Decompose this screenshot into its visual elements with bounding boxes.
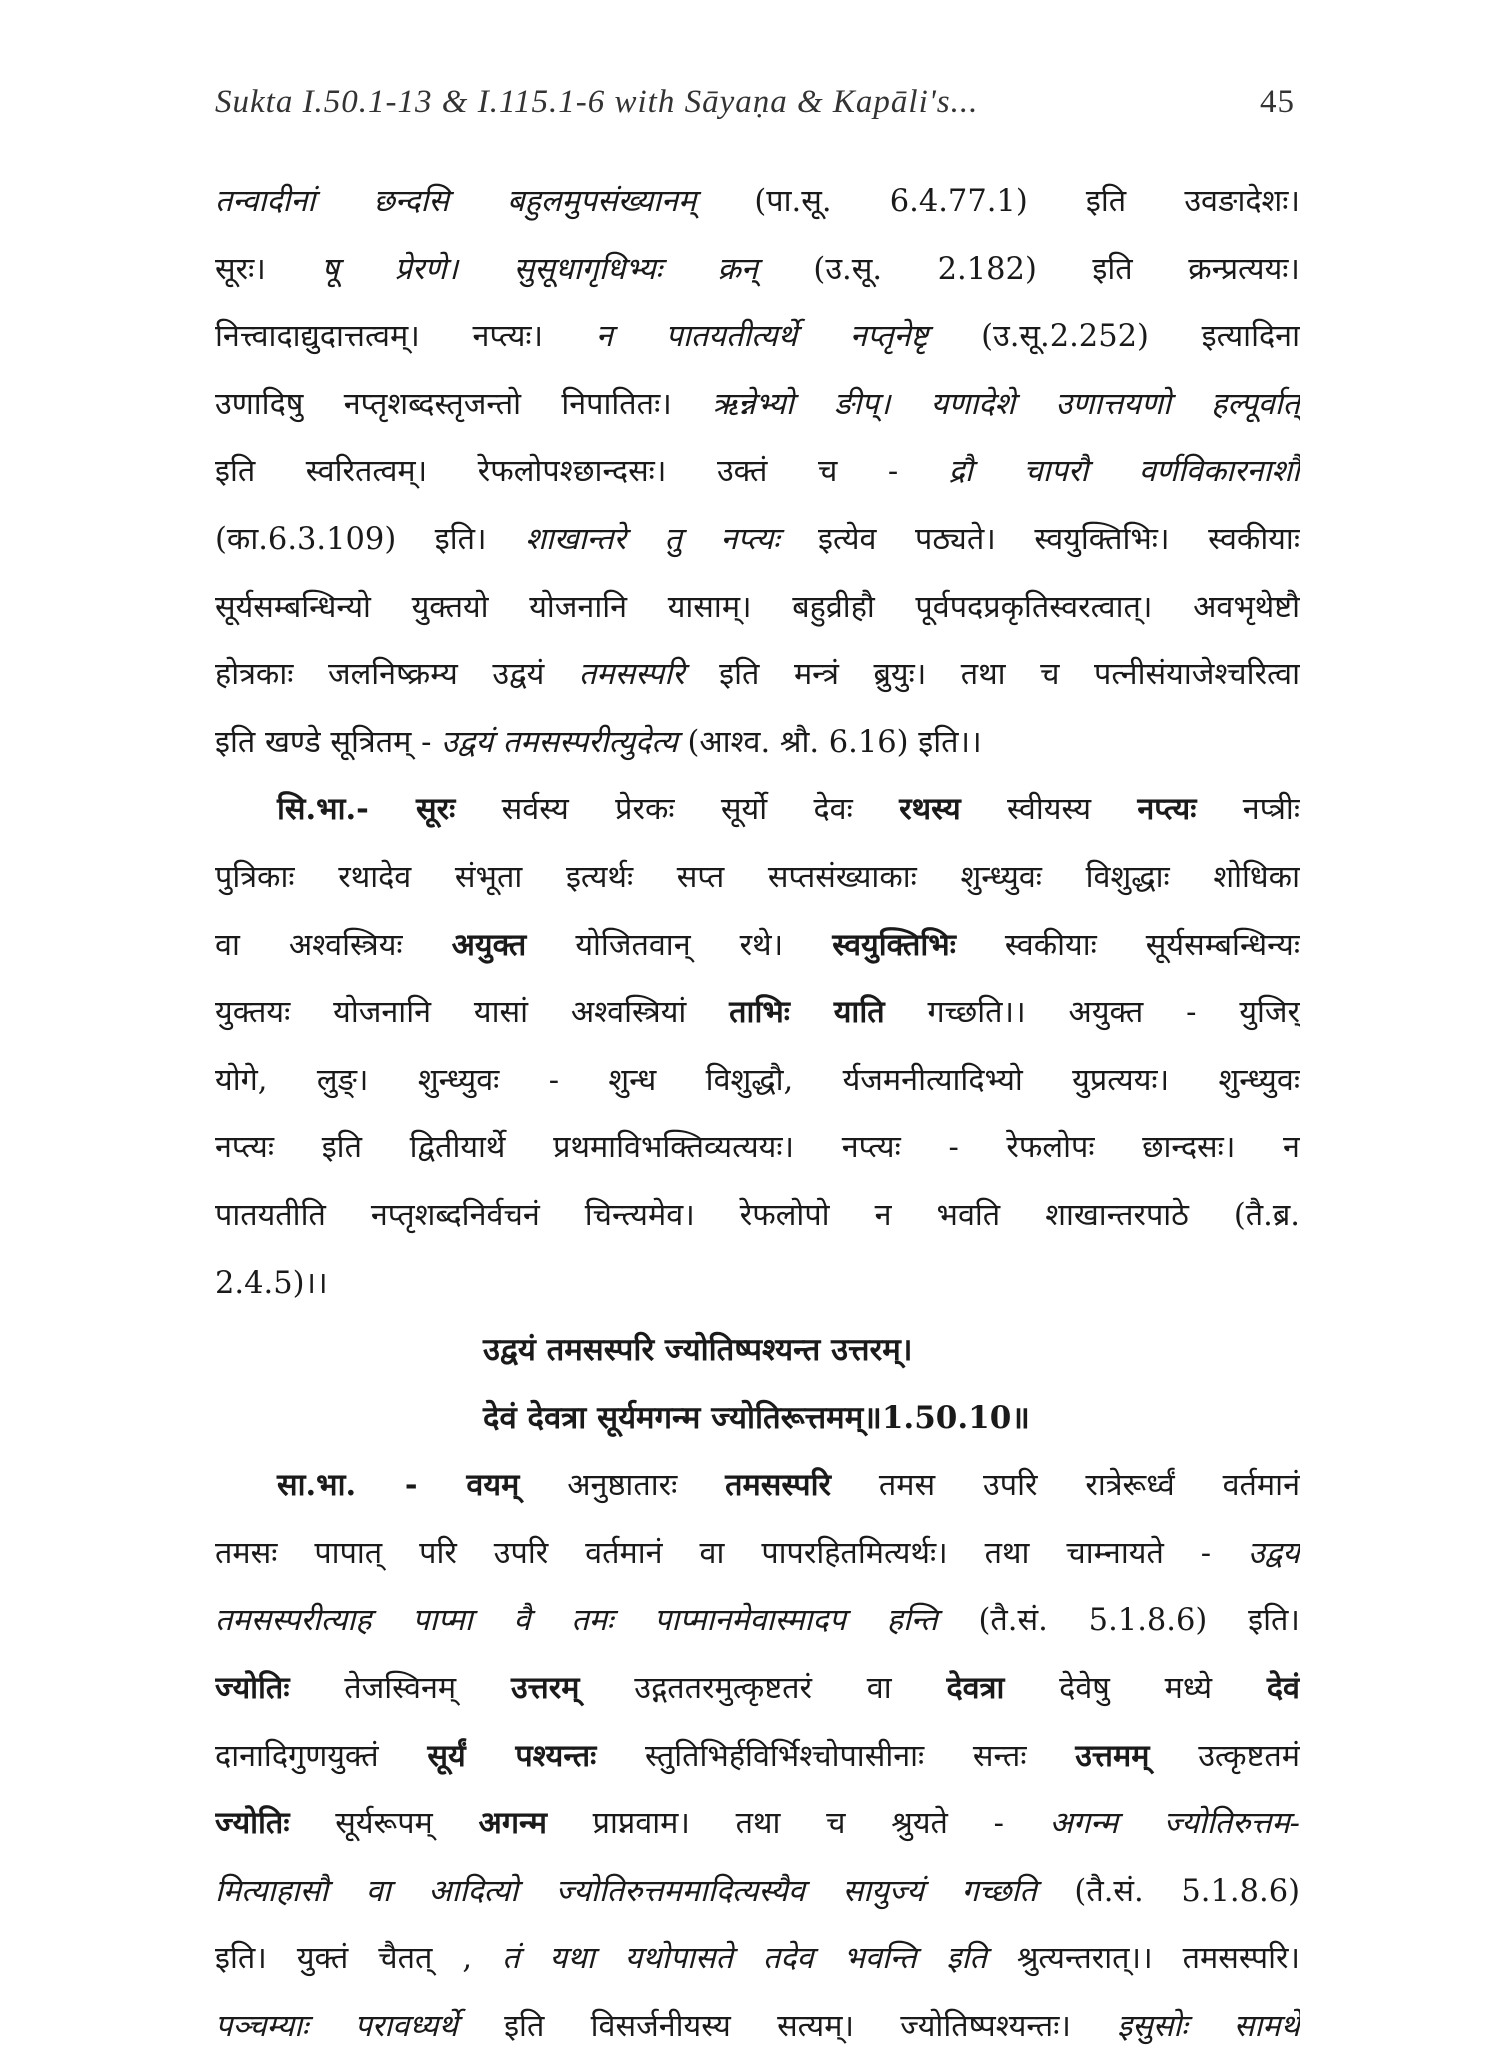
bold-term: अयुक्त [451, 926, 527, 963]
text-line [215, 912, 1300, 980]
bold-term: सूर्यं पश्यन्तः [427, 1737, 597, 1774]
bold-term: रथस्य [899, 791, 961, 828]
italic-citation: तन्वादीनां छन्दसि बहुलमुपसंख्यानम् [215, 184, 697, 219]
text-run: उत्कृष्टतमं [1149, 1738, 1300, 1774]
text-line [215, 506, 1300, 574]
text-line [215, 1114, 1300, 1182]
text-run: नप्त्यः इति द्वितीयार्थे प्रथमाविभक्तिव्यत्ययः। नप्त्यः - रेफलोपः छान्दसः। न [215, 1130, 1300, 1166]
text-run: (का.6.3.109) इति। [215, 521, 526, 557]
text-line [215, 776, 1300, 844]
bold-term: ज्योतिः [215, 1805, 290, 1842]
text-line [215, 168, 1300, 236]
italic-citation: तमसस्परीत्याह पाप्मा वै तमः पाप्मानमेवास्मादप हन्ति [215, 1603, 938, 1639]
text-run: उद्गततरमुत्कृष्टतरं वा [579, 1671, 947, 1707]
text-run: (तै.सं. 5.1.8.6) [1036, 1873, 1300, 1909]
text-line [215, 1723, 1300, 1791]
text-run: होत्रकाः जलनिष्क्रम्य उद्वयं [215, 657, 579, 693]
text-line [215, 371, 1300, 439]
text-line [215, 844, 1300, 912]
text-line [215, 1452, 1300, 1520]
italic-citation: उद्वयं तमसस्परीत्युदेत्य [441, 724, 678, 760]
text-line [215, 1587, 1300, 1655]
text-line [215, 1182, 1300, 1250]
italic-citation: ऋन्नेभ्यो ङीप्। यणादेशे उणात्तयणो हल्पूर्वात् [712, 386, 1300, 422]
italic-citation: अगन्म ज्योतिरुत्तम- [1049, 1806, 1300, 1842]
verse-line-1: उद्वयं तमसस्परि ज्योतिष्पश्यन्त उत्तरम्। [483, 1332, 913, 1369]
commentary-block-2 [215, 1452, 1300, 2060]
page-number: 45 [1260, 84, 1295, 120]
text-run: श्रुत्यन्तरात्।। तमसस्परि। [986, 1941, 1300, 1977]
bold-term: सि.भा.- सूरः [277, 791, 456, 828]
bold-term: उत्तमम् [1075, 1737, 1150, 1774]
text-run: पातयतीति नप्तृशब्दनिर्वचनं चिन्त्यमेव। रेफलोपो न भवति शाखान्तरपाठे (तै.ब्र. [215, 1197, 1300, 1233]
running-header [215, 84, 1295, 132]
text-run: इति स्वरितत्वम्। रेफलोपश्छान्दसः। उक्तं च - [215, 454, 949, 490]
bold-term: ज्योतिः [215, 1670, 290, 1707]
text-line [215, 641, 1300, 709]
text-run: इति। युक्तं चैतत् , [215, 1941, 503, 1977]
text-run: तमसः पापात् परि उपरि वर्तमानं वा पापरहितमित्यर्थः। तथा चाम्नायते - [215, 1535, 1249, 1571]
italic-citation: न पातयतीत्यर्थे नप्तृनेष्टृ [595, 319, 929, 355]
text-run: दानादिगुणयुक्तं [215, 1738, 428, 1774]
text-line [215, 303, 1300, 371]
text-line [215, 236, 1300, 304]
text-run: देवेषु मध्ये [1004, 1671, 1267, 1707]
text-run: (आश्व. श्रौ. 6.16) इति।। [677, 724, 982, 760]
text-run: स्तुतिभिर्हविर्भिश्चोपासीनाः सन्तः [596, 1738, 1076, 1774]
text-run: युक्तयः योजनानि यासां अश्वस्त्रियां [215, 995, 730, 1031]
text-run: (पा.सू. 6.4.77.1) इति उवङादेशः। [696, 184, 1300, 219]
italic-citation: उद्वयं [1248, 1535, 1300, 1571]
italic-citation: इसुसोः सामर्थे [1117, 2009, 1300, 2045]
text-run: सूर्यसम्बन्धिन्यो युक्तयो योजनानि यासाम्। बहुव्रीहौ पूर्वपदप्रकृतिस्वरत्वात्। अवभृथेष्टौ [215, 589, 1300, 625]
text-run: वा अश्वस्त्रियः [215, 927, 452, 963]
bold-term: देवत्रा [946, 1670, 1005, 1707]
text-run: इति विसर्जनीयस्य सत्यम्। ज्योतिष्पश्यन्तः। [457, 2009, 1118, 2045]
text-run: (उ.सू.2.252) इत्यादिना [928, 319, 1300, 355]
text-run: योजितवान् रथे। [526, 927, 833, 963]
text-line [215, 1858, 1300, 1926]
text-run: स्वकीयाः सूर्यसम्बन्धिन्यः [955, 927, 1300, 963]
text-line [215, 1993, 1300, 2061]
text-run: तेजस्विनम् [289, 1671, 511, 1707]
commentary-block-1 [215, 168, 1300, 1317]
text-run: (तै.सं. 5.1.8.6) इति। [937, 1603, 1300, 1639]
text-run: इत्येव पठ्यते। स्वयुक्तिभिः। स्वकीयाः [779, 521, 1300, 557]
italic-citation: तमसस्परि [578, 657, 685, 693]
running-title: Sukta I.50.1-13 & I.115.1-6 with Sāyaṇa & Kapāli's... [215, 84, 979, 120]
italic-citation: षू प्रेरणे। सुसूधागृधिभ्यः क्रन् [321, 251, 758, 287]
text-line [215, 1520, 1300, 1588]
text-line [215, 709, 1300, 777]
italic-citation: शाखान्तरे तु नप्त्यः [525, 521, 780, 557]
italic-citation: पञ्चम्याः परावध्यर्थे [215, 2009, 458, 2045]
text-run: योगे, लुङ्। शुन्ध्युवः - शुन्ध विशुद्धौ, र्यजमनीत्यादिभ्यो युप्रत्ययः। शुन्ध्युवः [215, 1062, 1300, 1098]
text-line [215, 979, 1300, 1047]
text-line [215, 574, 1300, 642]
text-line [215, 1047, 1300, 1115]
italic-citation: मित्याहासौ वा आदित्यो ज्योतिरुत्तममादित्यस्यैव सायुज्यं गच्छति [215, 1873, 1037, 1909]
bold-term: तमसस्परि [725, 1467, 831, 1504]
text-run: 2.4.5)।। [215, 1265, 328, 1301]
bold-term: नप्त्यः [1137, 791, 1197, 828]
italic-citation: तं यथा यथोपासते तदेव भवन्ति इति [502, 1941, 987, 1977]
text-run: उणादिषु नप्तृशब्दस्तृजन्तो निपातितः। [215, 386, 713, 422]
italic-citation: द्रौ चापरौ वर्णविकारनाशौ [948, 454, 1300, 490]
text-run: अनुष्ठातारः [519, 1468, 726, 1504]
text-run: गच्छति।। अयुक्त - युजिर् [884, 995, 1300, 1031]
bold-term: स्वयुक्तिभिः [832, 926, 956, 963]
text-line [215, 1925, 1300, 1993]
text-run: पुत्रिकाः रथादेव संभूता इत्यर्थः सप्त सप्तसंख्याकाः शुन्ध्युवः विशुद्धाः शोधिका [215, 859, 1300, 895]
bold-term: सा.भा. - वयम् [277, 1467, 520, 1504]
text-line [215, 1655, 1300, 1723]
text-line [215, 1790, 1300, 1858]
verse-line-2: देवं देवत्रा सूर्यमगन्म ज्योतिरूत्तमम्॥1.50.10॥ [483, 1399, 1030, 1436]
text-run: इति खण्डे सूत्रितम् - [215, 724, 442, 760]
page-body [215, 168, 1300, 2061]
text-run: इति मन्त्रं ब्रुयुः। तथा च पत्नीसंयाजेश्चरित्वा [684, 657, 1300, 693]
text-run: सर्वस्य प्रेरकः सूर्यो देवः [455, 792, 900, 828]
text-run: सूरः। [215, 251, 322, 287]
text-run: सूर्यरूपम् [289, 1806, 479, 1842]
text-run: नित्त्वादाद्युदात्तत्वम्। नप्त्यः। [215, 319, 596, 355]
bold-term: देवं [1266, 1670, 1300, 1707]
text-run: स्वीयस्य [960, 792, 1138, 828]
bold-term: ताभिः याति [729, 994, 885, 1031]
text-run: प्राप्नवाम। तथा च श्रुयते - [546, 1806, 1050, 1842]
text-line [215, 1250, 1300, 1318]
text-run: तमस उपरि रात्रेरूर्ध्वं वर्तमानं [830, 1468, 1300, 1504]
text-run: (उ.सू. 2.182) इति क्रन्प्रत्ययः। [757, 251, 1300, 287]
bold-term: उत्तरम् [510, 1670, 580, 1707]
text-run: नप्त्रीः [1196, 792, 1300, 828]
bold-term: अगन्म [478, 1805, 547, 1842]
text-line [215, 438, 1300, 506]
